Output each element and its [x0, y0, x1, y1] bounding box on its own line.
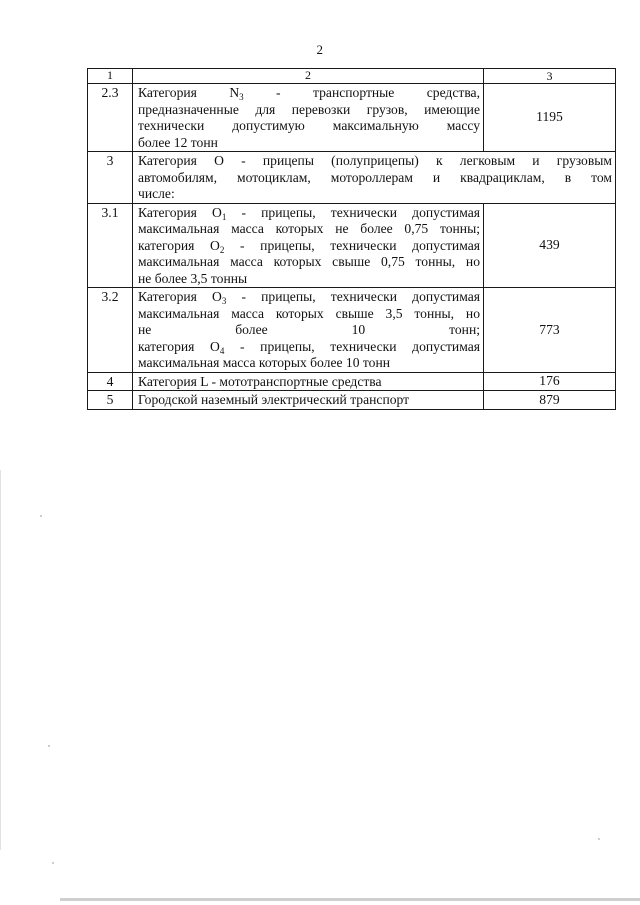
- text-segment: максимальная масса которых более 10 тонн: [138, 355, 391, 370]
- text-segment: технически допустимую максимальную массу: [138, 118, 480, 133]
- text-segment: - прицепы, технически допустимая: [226, 289, 480, 304]
- text-segment: Категория L - мототранспортные средства: [138, 373, 382, 389]
- row-number: 5: [88, 391, 133, 410]
- text-segment: предназначенные для перевозки грузов, имеющие: [138, 101, 480, 117]
- category-subscript: 2: [219, 244, 225, 255]
- header-col-2: 2: [133, 69, 484, 84]
- header-col-3: 3: [484, 69, 616, 84]
- description-line: [138, 392, 480, 409]
- text-segment: Городской наземный электрический транспорт: [138, 392, 410, 407]
- text-segment: не более 10 тонн;: [138, 322, 480, 337]
- scan-speck: [52, 862, 54, 864]
- row-description: [133, 152, 616, 204]
- text-segment: не более 3,5 тонны: [138, 270, 248, 286]
- text-segment: числе:: [138, 186, 175, 201]
- row-description: [133, 372, 484, 391]
- category-subscript: 4: [219, 345, 225, 356]
- row-description: [133, 391, 484, 410]
- text-segment: - транспортные средства,: [243, 85, 480, 100]
- table-row: [88, 372, 616, 391]
- description-line: [138, 153, 612, 170]
- description-line: [138, 102, 480, 119]
- description-line: [138, 322, 480, 339]
- row-number: 2.3: [88, 84, 133, 152]
- text-segment: более 12 тонн: [138, 134, 218, 150]
- description-line: [138, 170, 612, 187]
- row-value: 773: [484, 288, 616, 373]
- description-line: [138, 374, 480, 391]
- description-line: [138, 238, 480, 255]
- description-line: [138, 254, 480, 271]
- description-line: [138, 339, 480, 356]
- text-segment: - прицепы, технически допустимая: [224, 338, 480, 354]
- row-description: [133, 288, 484, 373]
- scan-bottom-bar: [60, 898, 640, 901]
- description-line: [138, 205, 480, 222]
- description-line: [138, 221, 480, 238]
- text-segment: категория О: [138, 338, 220, 354]
- table-header-row: [88, 69, 616, 84]
- text-segment: максимальная масса которых свыше 0,75 тонны, но: [138, 254, 480, 269]
- row-value: 1195: [484, 84, 616, 152]
- text-segment: - прицепы, технически допустимая: [224, 237, 480, 253]
- scan-speck: [598, 838, 600, 840]
- text-segment: Категория О: [138, 289, 222, 304]
- page-number: 2: [316, 42, 324, 57]
- row-value: 879: [484, 391, 616, 410]
- text-segment: Категория О - прицепы (полуприцепы) к легковым и грузовым: [138, 153, 612, 168]
- table-row: [88, 288, 616, 373]
- table-row: [88, 203, 616, 288]
- text-segment: максимальная масса которых не более 0,75 тонны;: [138, 221, 480, 236]
- description-line: [138, 135, 480, 152]
- table-row: [88, 84, 616, 152]
- scan-speck: [40, 515, 42, 517]
- scan-edge-line: [0, 470, 1, 850]
- row-description: [133, 203, 484, 288]
- row-number: 3.1: [88, 203, 133, 288]
- row-number: 4: [88, 372, 133, 391]
- description-line: [138, 306, 480, 323]
- description-line: [138, 271, 480, 288]
- description-line: [138, 355, 480, 372]
- category-subscript: 1: [221, 211, 227, 222]
- table-row: [88, 391, 616, 410]
- text-segment: автомобилям, мотоциклам, мотороллерам и квадрациклам, в том: [138, 169, 612, 185]
- description-line: [138, 118, 480, 135]
- fee-table: [87, 68, 616, 410]
- scan-speck: [48, 745, 50, 747]
- text-segment: - прицепы, технически допустимая: [226, 204, 480, 220]
- category-subscript: 3: [239, 92, 244, 102]
- description-line: [138, 289, 480, 306]
- description-line: [138, 186, 612, 203]
- text-segment: Категория О: [138, 204, 222, 220]
- table-row: [88, 152, 616, 204]
- row-value: 176: [484, 372, 616, 391]
- text-segment: максимальная масса которых свыше 3,5 тонны, но: [138, 305, 480, 321]
- text-segment: категория О: [138, 237, 220, 253]
- description-line: [138, 85, 480, 102]
- row-description: [133, 84, 484, 152]
- row-value: 439: [484, 203, 616, 288]
- header-col-1: 1: [88, 69, 133, 84]
- table-body: [88, 84, 616, 410]
- text-segment: Категория N: [138, 85, 240, 100]
- row-number: 3.2: [88, 288, 133, 373]
- row-number: 3: [88, 152, 133, 204]
- category-subscript: 3: [221, 296, 227, 306]
